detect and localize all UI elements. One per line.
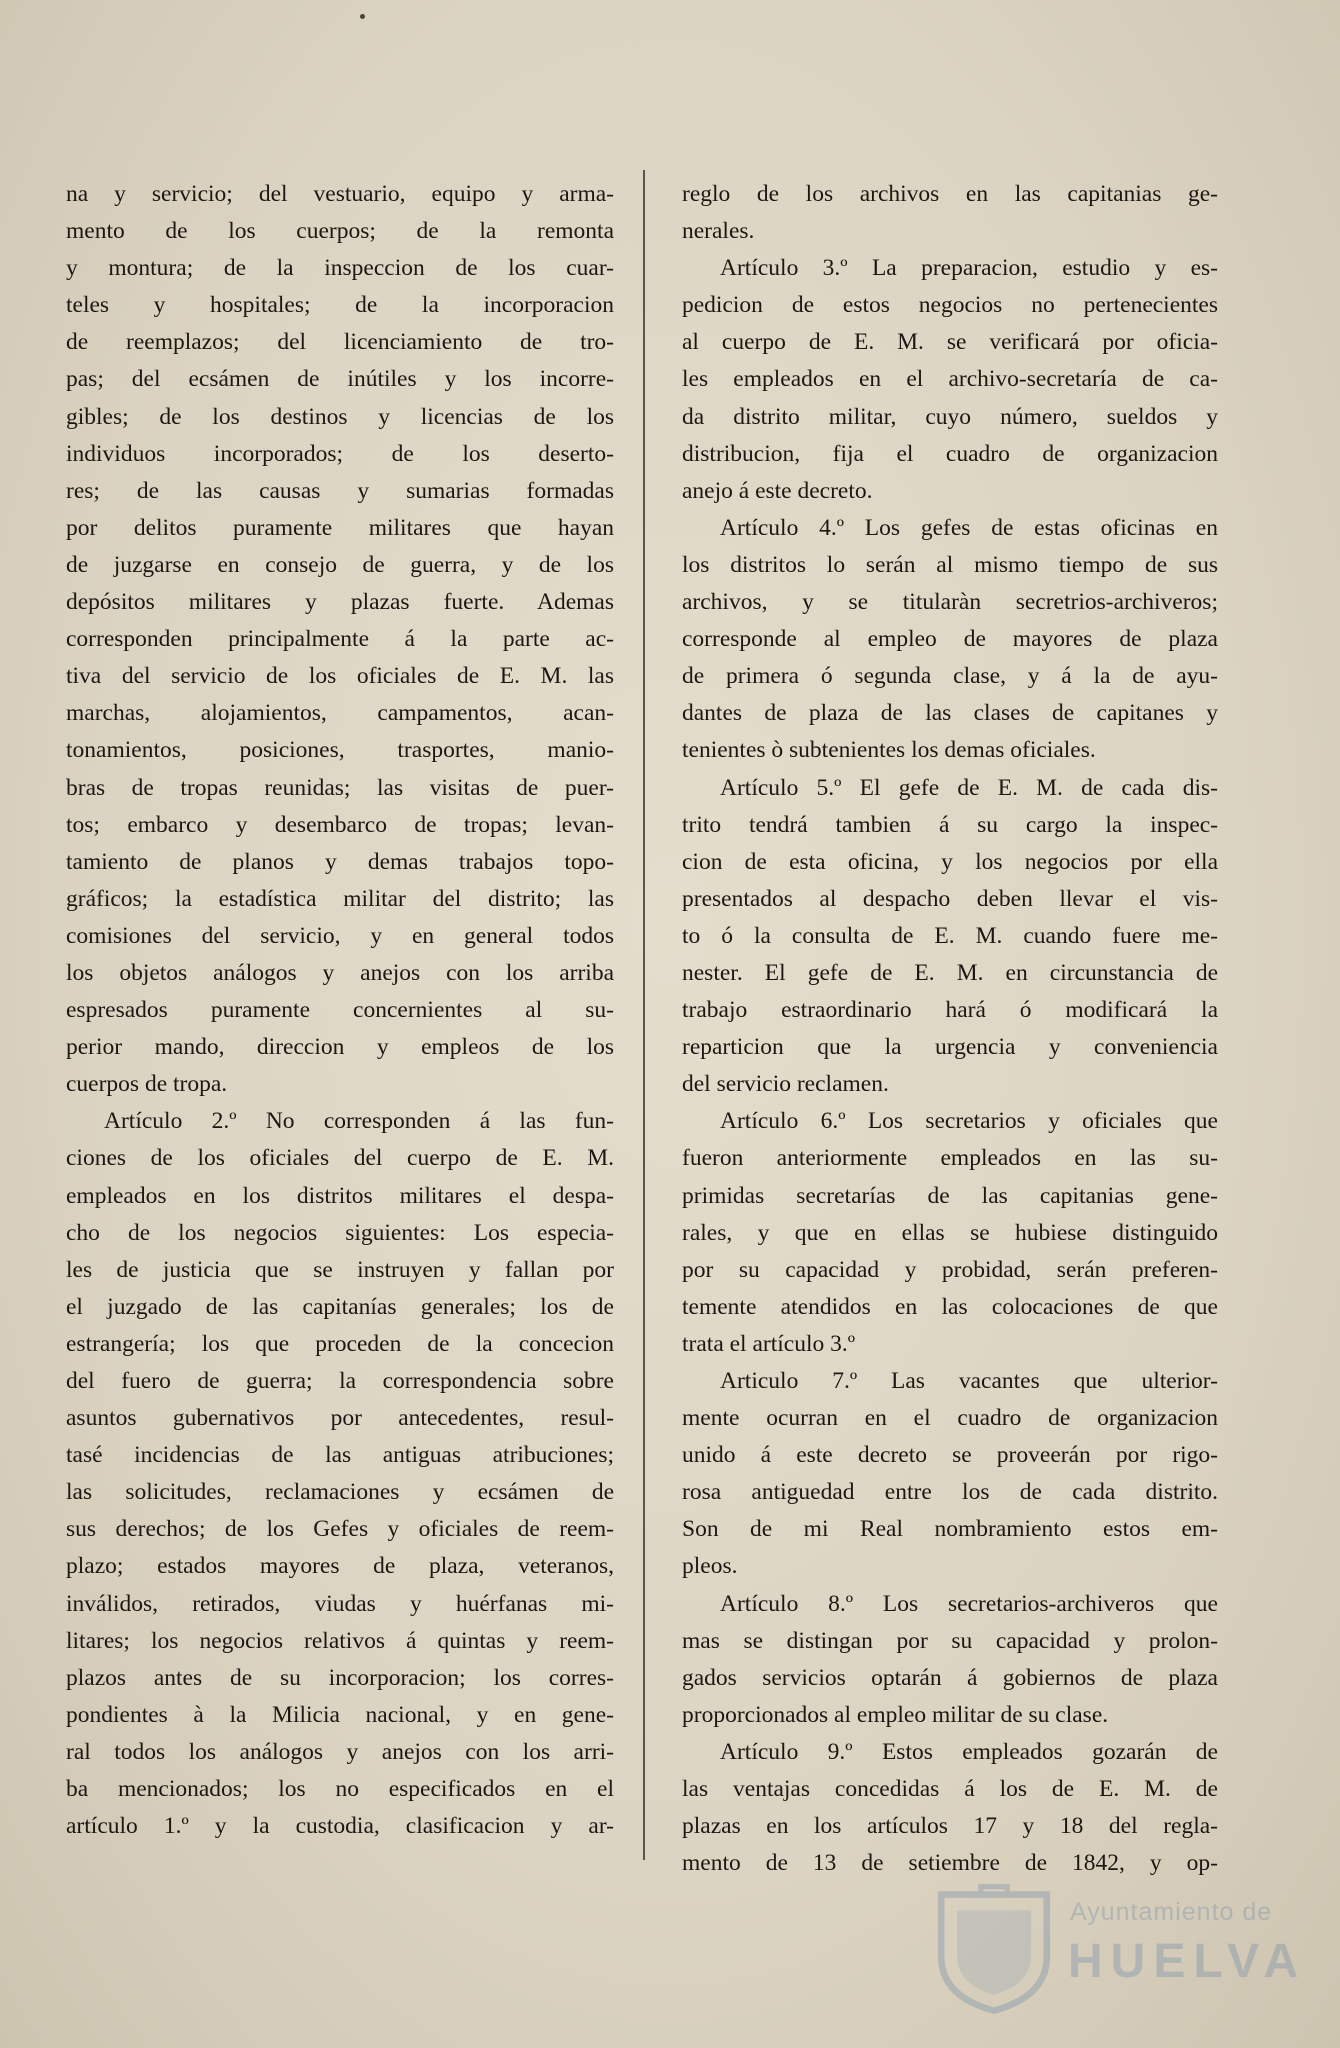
text-line: mento de 13 de setiembre de 1842, y op- [682, 1850, 1218, 1877]
text-line: plazas en los artículos 17 y 18 del regla- [682, 1813, 1218, 1840]
text-line: tonamientos, posiciones, trasportes, manio- [66, 737, 614, 764]
text-line: perior mando, direccion y empleos de los [66, 1034, 614, 1061]
text-line: el juzgado de las capitanías generales; los de [66, 1293, 614, 1320]
text-line: cion de esta oficina, y los negocios por ella [682, 848, 1218, 875]
text-line: mas se distingan por su capacidad y prolon- [682, 1627, 1218, 1654]
right-column [682, 176, 1218, 1882]
text-line: reparticion que la urgencia y conveniencia [682, 1034, 1218, 1061]
text-line: por delitos puramente militares que hayan [66, 514, 614, 541]
text-line: las ventajas concedidas á los de E. M. de [682, 1776, 1218, 1803]
watermark [928, 1880, 1307, 2020]
text-line: anejo á este decreto. [682, 477, 873, 504]
text-line: Artículo 4.º Los gefes de estas oficinas en [720, 514, 1218, 541]
text-line: de reemplazos; del licenciamiento de tro- [66, 329, 614, 356]
text-line: espresados puramente concernientes al su- [66, 997, 614, 1024]
text-line: reglo de los archivos en las capitanias ge- [682, 181, 1218, 207]
text-line: da distrito militar, cuyo número, sueldos y [682, 403, 1218, 430]
city-shield-icon [928, 1884, 1060, 2016]
text-line: dantes de plaza de las clases de capitanes y [682, 700, 1218, 727]
text-line: pondientes à la Milicia nacional, y en gene- [66, 1701, 614, 1728]
left-column [66, 176, 614, 1845]
text-line: ba mencionados; los no especificados en el [66, 1776, 614, 1803]
text-line: individuos incorporados; de los deserto- [66, 440, 614, 467]
watermark-line2: HUELVA [1068, 1935, 1307, 1988]
text-line: comisiones del servicio, y en general todos [66, 922, 614, 949]
text-line: pedicion de estos negocios no pertenecientes [682, 292, 1218, 319]
text-line: tasé incidencias de las antiguas atribuciones; [66, 1442, 614, 1469]
text-line: les de justicia que se instruyen y fallan por [66, 1256, 614, 1283]
text-line: tamiento de planos y demas trabajos topo- [66, 848, 614, 875]
text-line: nester. El gefe de E. M. en circunstancia de [682, 959, 1218, 986]
text-line: estrangería; los que proceden de la concecion [66, 1330, 614, 1357]
text-line: trabajo estraordinario hará ó modificará la [682, 997, 1218, 1024]
text-line: cho de los negocios siguientes: Los especia- [66, 1219, 614, 1246]
text-line: distribucion, fija el cuadro de organizacion [682, 440, 1218, 467]
text-line: rales, y que en ellas se hubiese distinguido [682, 1219, 1218, 1246]
text-line: por su capacidad y probidad, serán preferen- [682, 1256, 1218, 1283]
text-line: Artículo 5.º El gefe de E. M. de cada dis- [720, 774, 1218, 801]
text-line: res; de las causas y sumarias formadas [66, 477, 614, 504]
text-line: les empleados en el archivo-secretaría de ca- [682, 366, 1218, 393]
text-line: Artículo 3.º La preparacion, estudio y es- [720, 255, 1218, 282]
text-line: del fuero de guerra; la correspondencia sobre [66, 1368, 614, 1394]
text-line: proporcionados al empleo militar de su clase. [682, 1701, 1109, 1728]
text-line: las solicitudes, reclamaciones y ecsámen de [66, 1479, 614, 1506]
text-line: na y servicio; del vestuario, equipo y arma- [66, 181, 614, 207]
text-line: al cuerpo de E. M. se verificará por oficia- [682, 329, 1218, 356]
text-line: primidas secretarías de las capitanias gene- [682, 1182, 1218, 1209]
text-line: Articulo 7.º Las vacantes que ulterior- [720, 1368, 1218, 1394]
text-line: Artículo 2.º No corresponden á las fun- [104, 1108, 614, 1135]
text-line: ral todos los análogos y anejos con los arri- [66, 1738, 614, 1765]
text-line: los objetos análogos y anejos con los arriba [66, 959, 614, 986]
text-line: gráficos; la estadística militar del distrito; las [66, 885, 614, 912]
text-line: Son de mi Real nombramiento estos em- [682, 1516, 1218, 1543]
text-line: Artículo 8.º Los secretarios-archiveros que [720, 1590, 1218, 1617]
text-line: ciones de los oficiales del cuerpo de E. M. [66, 1145, 614, 1172]
page-speck [360, 14, 365, 19]
text-line: de juzgarse en consejo de guerra, y de los [66, 551, 614, 578]
text-line: de primera ó segunda clase, y á la de ayu- [682, 663, 1218, 690]
text-line: fueron anteriormente empleados en las su- [682, 1145, 1218, 1172]
text-line: plazos antes de su incorporacion; los corres- [66, 1664, 614, 1691]
text-line: rosa antiguedad entre los de cada distrito. [682, 1479, 1218, 1506]
text-line: tenientes ò subtenientes los demas oficiales. [682, 737, 1096, 764]
text-line: litares; los negocios relativos á quintas y reem- [66, 1627, 614, 1654]
text-line: temente atendidos en las colocaciones de que [682, 1293, 1218, 1320]
text-line: gados servicios optarán á gobiernos de plaza [682, 1664, 1218, 1691]
text-line: sus derechos; de los Gefes y oficiales de reem- [66, 1516, 614, 1543]
text-line: tiva del servicio de los oficiales de E. M. las [66, 663, 614, 690]
text-line: del servicio reclamen. [682, 1071, 889, 1098]
text-line: empleados en los distritos militares el despa- [66, 1182, 614, 1209]
text-line: depósitos militares y plazas fuerte. Ademas [66, 589, 614, 616]
text-line: teles y hospitales; de la incorporacion [66, 292, 614, 319]
text-line: y montura; de la inspeccion de los cuar- [66, 255, 614, 282]
text-line: los distritos lo serán al mismo tiempo de sus [682, 551, 1218, 578]
text-line: inválidos, retirados, viudas y huérfanas mi- [66, 1590, 614, 1617]
text-line: trito tendrá tambien á su cargo la inspec- [682, 811, 1218, 838]
text-line: cuerpos de tropa. [66, 1071, 228, 1098]
text-line: presentados al despacho deben llevar el vis- [682, 885, 1218, 912]
text-line: Artículo 9.º Estos empleados gozarán de [720, 1738, 1218, 1765]
text-line: to ó la consulta de E. M. cuando fuere me- [682, 922, 1218, 949]
text-line: tos; embarco y desembarco de tropas; levan- [66, 811, 614, 838]
text-line: artículo 1.º y la custodia, clasificacion y ar- [66, 1813, 614, 1840]
text-line: corresponde al empleo de mayores de plaza [682, 626, 1218, 653]
text-line: nerales. [682, 218, 755, 245]
column-divider [643, 170, 645, 1860]
text-line: bras de tropas reunidas; las visitas de puer- [66, 774, 614, 801]
text-line: trata el artículo 3.º [682, 1330, 856, 1357]
text-line: pas; del ecsámen de inútiles y los incorre- [66, 366, 614, 393]
text-line: unido á este decreto se proveerán por rigo- [682, 1442, 1218, 1469]
watermark-line1: Ayuntamiento de [1070, 1898, 1273, 1926]
text-line: corresponden principalmente á la parte ac- [66, 626, 614, 653]
text-line: mento de los cuerpos; de la remonta [66, 218, 614, 245]
text-line: Artículo 6.º Los secretarios y oficiales que [720, 1108, 1218, 1135]
text-line: pleos. [682, 1553, 738, 1580]
text-line: archivos, y se titularàn secretrios-archiveros; [682, 589, 1218, 616]
text-line: asuntos gubernativos por antecedentes, resul- [66, 1405, 614, 1432]
text-line: marchas, alojamientos, campamentos, acan- [66, 700, 614, 727]
text-line: mente ocurran en el cuadro de organizacion [682, 1405, 1218, 1432]
text-line: gibles; de los destinos y licencias de los [66, 403, 614, 430]
text-line: plazo; estados mayores de plaza, veteranos, [66, 1553, 614, 1580]
